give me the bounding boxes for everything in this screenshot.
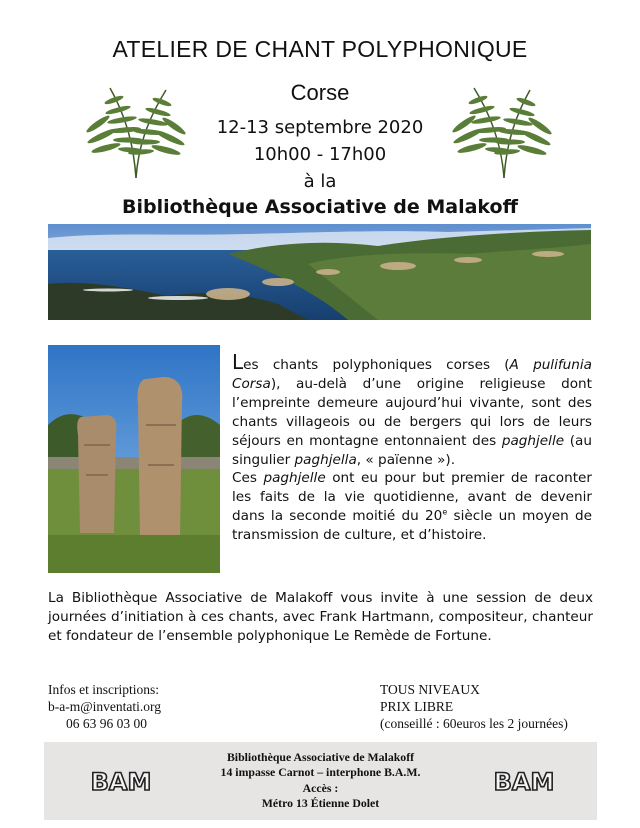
coastal-landscape-photo xyxy=(48,224,591,320)
fern-right-image xyxy=(440,80,570,180)
footer-line-access: Accès : xyxy=(302,780,339,795)
price-note: (conseillé : 60euros les 2 journées) xyxy=(380,716,568,731)
venue-name: Bibliothèque Associative de Malakoff xyxy=(122,196,518,218)
contact-block xyxy=(48,681,298,732)
footer-banner xyxy=(44,742,597,820)
level-text: TOUS NIVEAUX xyxy=(380,682,480,697)
pricing-block xyxy=(380,681,620,732)
event-hours: 10h00 - 17h00 xyxy=(253,144,387,165)
venue-preposition: à la xyxy=(303,171,337,192)
intro-text-3: ), au-delà d’une origine religieuse dont l’empreinte demeure aujourd’hui vivante, sont des chants villageois ou de bergers qui lors de leurs séjours en montagne entonnaient des xyxy=(232,375,592,449)
fern-left-image xyxy=(70,80,200,180)
century-superscript: e xyxy=(442,507,448,517)
intro-text-11: siècle un moyen de transmission de culture, et d’histoire. xyxy=(232,508,592,544)
bam-logo-left-text: BAM xyxy=(90,768,152,796)
contact-email-link[interactable]: b-a-m@inventati.org xyxy=(48,699,162,714)
bam-logo-right xyxy=(479,764,569,798)
intro-text-italic-3: paghjella xyxy=(294,451,357,468)
footer-line-address: 14 impasse Carnot – interphone B.A.M. xyxy=(220,765,421,780)
drop-cap-letter: L xyxy=(232,350,244,374)
event-date: 12-13 septembre 2020 xyxy=(216,117,424,138)
footer-line-name: Bibliothèque Associative de Malakoff xyxy=(226,750,415,764)
region-heading: Corse xyxy=(290,80,350,105)
poster-title: ATELIER DE CHANT POLYPHONIQUE xyxy=(112,36,528,62)
intro-text-italic-2: paghjelle xyxy=(501,432,565,449)
contact-phone: 06 63 96 03 00 xyxy=(66,716,147,731)
bam-logo-right-text: BAM xyxy=(493,768,555,796)
intro-text-italic-1: A pulifunia Corsa xyxy=(232,357,592,392)
footer-line-metro: Métro 13 Étienne Dolet xyxy=(261,796,380,811)
standing-stones-photo xyxy=(48,345,220,573)
intro-text-1: es chants polyphoniques corses ( xyxy=(243,357,510,373)
price-text: PRIX LIBRE xyxy=(380,699,454,714)
intro-text-8: Ces xyxy=(232,470,264,487)
intro-text-10: ont eu pour but premier de raconter les faits de la vie quotidienne, avant de devenir dans la seconde moitié du 20 xyxy=(232,470,592,525)
intro-text-italic-4: paghjelle xyxy=(263,470,326,487)
intro-text-5: (au singulier xyxy=(232,432,592,468)
invitation-paragraph: La Bibliothèque Associative de Malakoff vous invite à une session de deux journées d’initiation à ces chants, avec Frank Hartmann, compositeur, chanteur et fondateur de l’ensemble polyphonique Le Remède de Fortune. xyxy=(48,590,593,644)
intro-text-7: , « païenne »). xyxy=(356,451,456,468)
contact-label: Infos et inscriptions: xyxy=(48,682,159,697)
intro-paragraph xyxy=(232,350,592,545)
